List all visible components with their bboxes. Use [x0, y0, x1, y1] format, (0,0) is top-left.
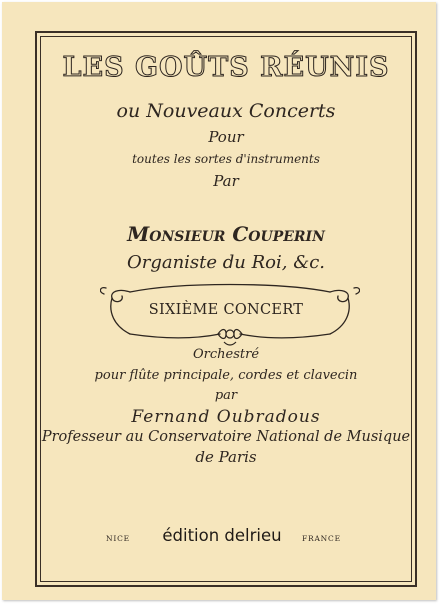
work-title: LES GOÛTS RÉUNIS	[62, 52, 390, 83]
par-arranger-text: par	[214, 388, 238, 403]
pour-text: Pour	[208, 128, 244, 146]
publisher-country: FRANCE	[302, 534, 341, 543]
rosette-icon	[218, 330, 242, 346]
publisher-imprint	[40, 524, 412, 548]
composer-name: Monsieur Couperin	[127, 222, 325, 246]
par-text: Par	[213, 172, 239, 190]
composer-role: Organiste du Roi, &c.	[126, 252, 326, 273]
scoring-text: pour flûte principale, cordes et clavecin	[94, 368, 358, 383]
work-subtitle: ou Nouveaux Concerts	[116, 100, 336, 122]
publisher-city: NICE	[106, 534, 130, 543]
orchestration-label: Orchestré	[192, 347, 260, 362]
arranger-position: Professeur au Conservatoire National de Musique	[41, 429, 411, 445]
instruments-text: toutes les sortes d'instruments	[132, 152, 320, 166]
publisher-name: édition delrieu	[162, 526, 282, 545]
concert-number: SIXIÈME CONCERT	[148, 302, 304, 318]
arranger-name: Fernand Oubradous	[131, 407, 321, 427]
arranger-city: de Paris	[195, 448, 257, 466]
